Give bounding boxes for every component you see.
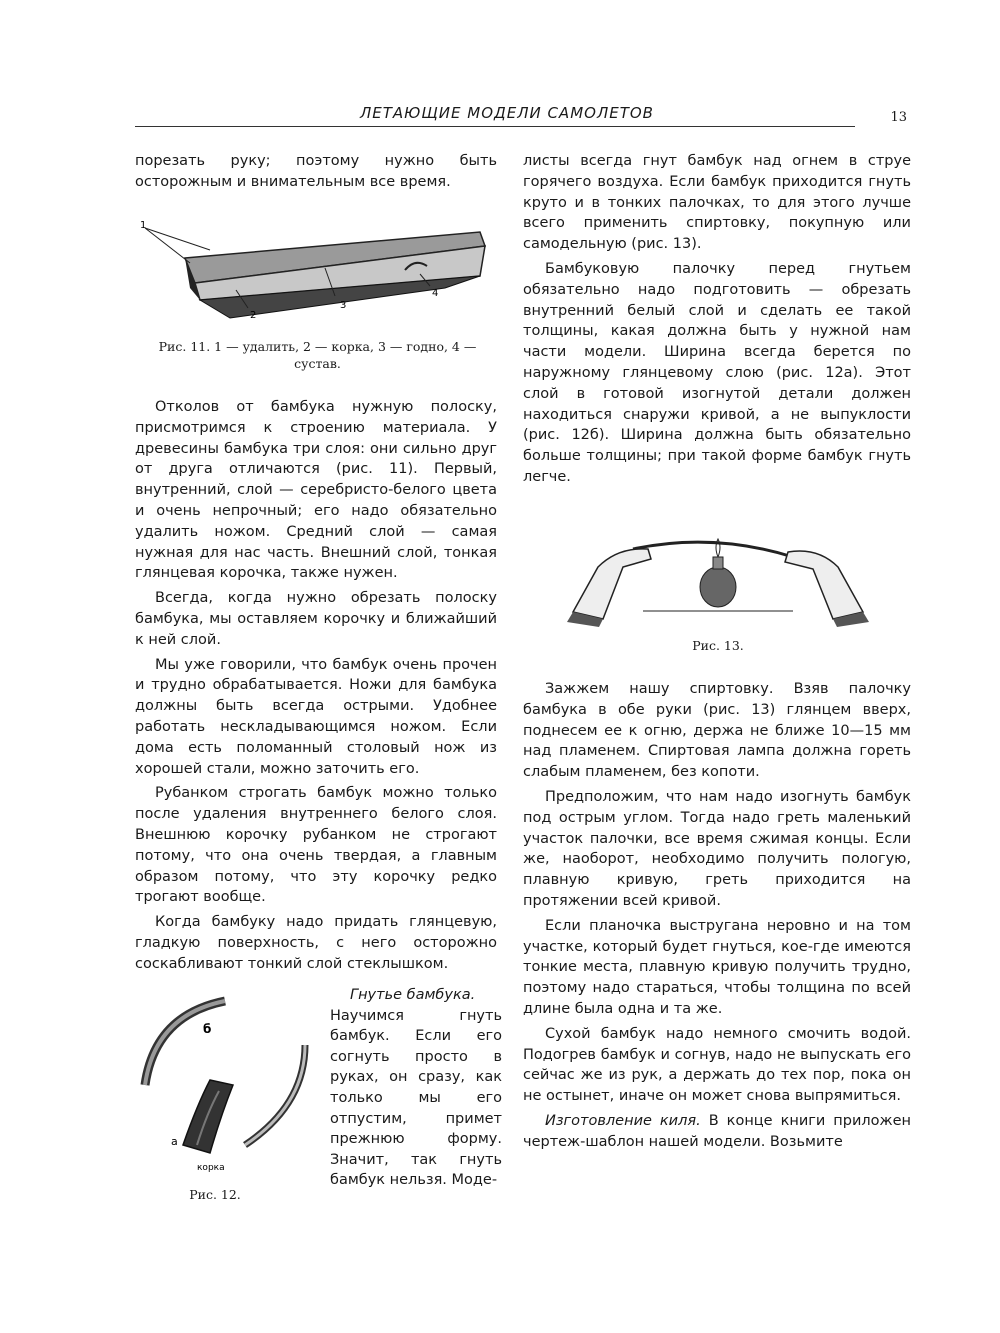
page-number: 13 [890,110,907,125]
fig12-label-a: а [171,1135,178,1148]
right-column-top [523,151,911,488]
running-header [135,104,915,132]
figure-13-bending-over-lamp [563,527,873,630]
fig11-label-1: 1 [140,220,147,231]
paragraph: Всегда, когда нужно обрезать полоску бамбука, мы оставляем корочку и ближайший к ней слой. [135,590,497,648]
figure-12-bamboo-sections [135,995,320,1175]
running-title: ЛЕТАЮЩИЕ МОДЕЛИ САМОЛЕТОВ [360,104,654,122]
paragraph: Когда бамбуку надо придать глянцевую, гладкую поверхность, с него осторожно соскабливают тонкий слой стеклышком. [135,914,497,972]
bending-section [330,985,502,1191]
fig11-label-4: 4 [432,288,439,299]
paragraph: Отколов от бамбука нужную полоску, присмотримся к строению материала. У древесины бамбука три слоя: они сильно друг от друга отличаются (рис. 11). Первый, внутренний, слой — серебристо-белого цвета и очень непрочный; его надо обязательно удалить ножом. Средний слой — самая нужная для нас часть. Внешний слой, тонкая глянцевая корочка, также нужен. [135,399,497,582]
paragraph: Если планочка выстругана неровно и на том участке, который будет гнуться, кое-где имеются тонкие места, плавную кривую получить трудно, поэтому надо стараться, чтобы толщина по всей длине была одна и та же. [523,917,911,1017]
paragraph: Зажжем нашу спиртовку. Взяв палочку бамбука в обе руки (рис. 13) глянцем вверх, поднесем ее к огню, держа не ближе 10—15 мм над пламенем. Спиртовая лампа должна гореть слабым пламенем, без копоти. [523,681,911,781]
figure-13-caption: Рис. 13. [692,638,744,653]
right-column-body [523,679,911,1153]
fig12-label-korka: корка [197,1163,225,1173]
section-title-keel: Изготовление киля. [545,1112,701,1129]
header-rule [135,126,855,127]
fig11-label-2: 2 [250,310,257,321]
paragraph: Научимся гнуть бамбук. Если его согнуть просто в руках, он сразу, как только мы его отпустим, примет прежнюю форму. Значит, так гнуть бамбук нельзя. Моде- [330,1007,502,1189]
left-column-top [135,151,497,193]
fig12-label-b: б [203,1022,212,1036]
paragraph: Мы уже говорили, что бамбук очень прочен и трудно обрабатывается. Ножи для бамбука должны быть всегда острыми. Удобнее работать нескладывающимся ножом. Если дома есть поломанный столовый нож из хорошей стали, можно заточить его. [135,656,497,777]
paragraph: Сухой бамбук надо немного смочить водой. Подогрев бамбук и согнув, надо не выпускать его сейчас же из рук, а держать до тех пор, пока он не остынет, иначе он может снова выпрямиться. [523,1025,911,1105]
paragraph-text: В конце книги приложен чертеж-шаблон нашей модели. Возьмите [523,1112,912,1150]
left-column-body [135,397,497,975]
figure-11-caption: Рис. 11. 1 — удалить, 2 — корка, 3 — годно, 4 — сустав. [158,339,477,371]
figure-12-caption: Рис. 12. [189,1187,241,1202]
fig11-label-3: 3 [340,300,347,311]
paragraph [523,1111,911,1153]
paragraph: Предположим, что нам надо изогнуть бамбук под острым углом. Тогда надо греть маленький участок палочки, все время сжимая концы. Если же, наоборот, необходимо получить пологую, плавную кривую, греть приходится на протяжении всей кривой. [523,788,911,909]
section-title-bending: Гнутье бамбука. [350,987,476,1003]
paragraph: порезать руку; поэтому нужно быть осторожным и внимательным все время. [135,153,497,190]
figure-11-bamboo-strip [140,218,495,328]
paragraph: Бамбуковую палочку перед гнутьем обязательно надо подготовить — обрезать внутренний белый слой и сделать ее такой толщины, какая должна быть у нужной нам части модели. Ширина всегда берется по наружному глянцевому слою (рис. 12а). Этот слой в готовой изогнутой детали должен находиться снаружи кривой, а не выпуклости (рис. 12б). Ширина должна быть обязательно больше толщины; при такой форме бамбук гнуть легче. [523,260,911,485]
paragraph: Рубанком строгать бамбук можно только после удаления внутреннего белого слоя. Внешнюю корочку рубанком не строгают потому, что она очень твердая, а главным образом потому, что эту корочку редко трогают вообще. [135,785,497,906]
paragraph: листы всегда гнут бамбук над огнем в струе горячего воздуха. Если бамбук приходится гнуть круто и в тонких палочках, то для этого лучше всего применить спиртовку, покупную или самодельную (рис. 13). [523,153,911,253]
